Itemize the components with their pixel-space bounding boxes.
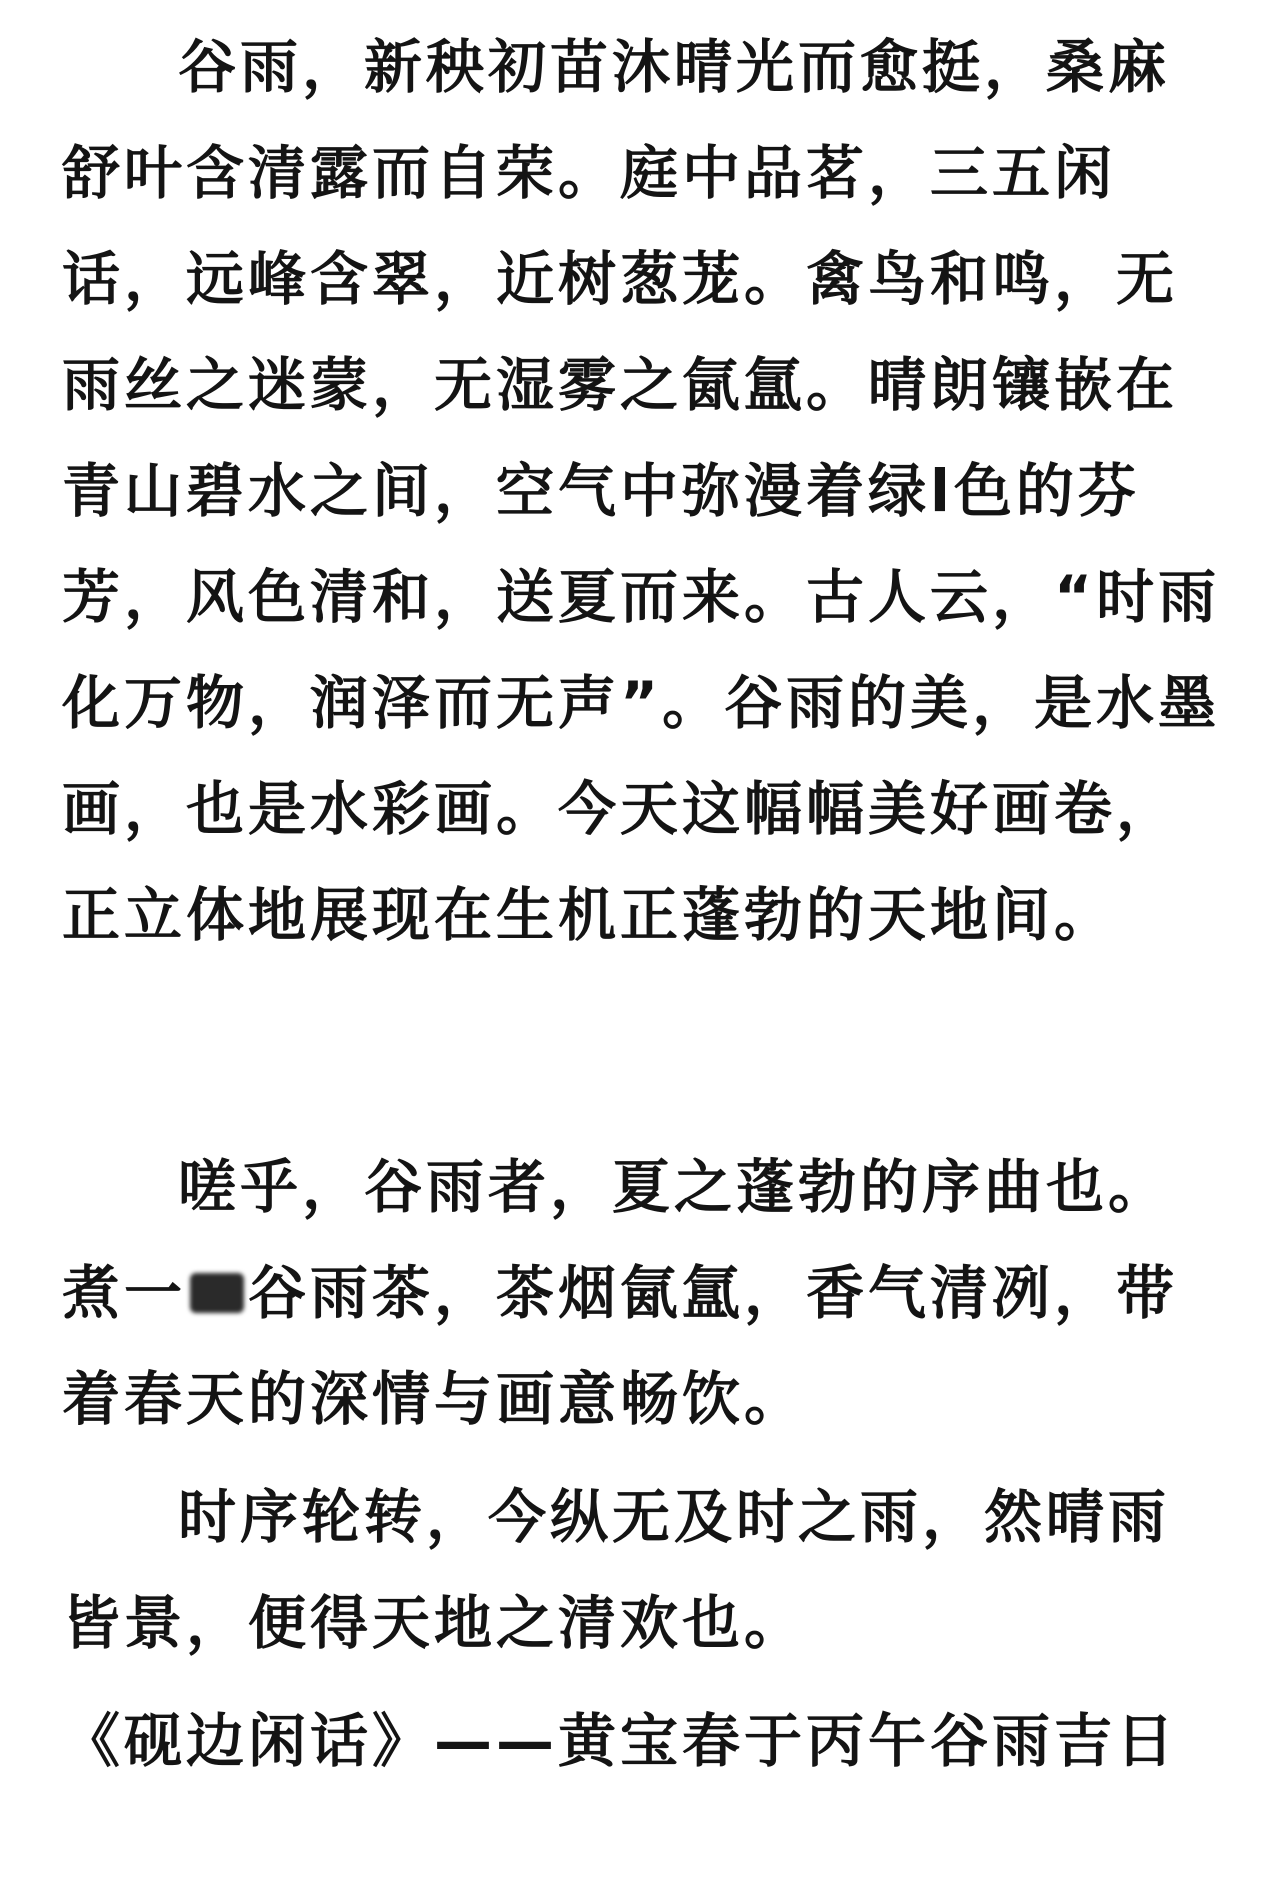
paragraph-tea-text-before: 嗟乎，谷雨者，夏之蓬勃的序曲也。煮一 [62, 1153, 1171, 1327]
signature-line: 《砚边闲话》——黄宝春于丙午谷雨吉日 [62, 1707, 1179, 1775]
obscured-character-smudge [190, 1273, 244, 1313]
paragraph-tea-text-after: 谷雨茶，茶烟氤氲，香气清冽，带着春天的深情与画意畅饮。 [62, 1259, 1179, 1433]
paragraph-tea-prelude [62, 1134, 1222, 1452]
paragraph-seasons-turning: 时序轮转，今纵无及时之雨，然晴雨皆景，便得天地之清欢也。 [62, 1483, 1171, 1657]
paragraph-grain-rain-scenery: 谷雨，新秧初苗沐晴光而愈挺，桑麻舒叶含清露而自荣。庭中品茗，三五闲话，远峰含翠，近树葱茏。禽鸟和鸣，无雨丝之迷蒙，无湿雾之氤氲。晴朗镶嵌在青山碧水之间，空气中弥漫着绿l色的芬芳，风色清和，送夏而来。古人云，“时雨化万物，润泽而无声”。谷雨的美，是水墨画，也是水彩画。今天这幅幅美好画卷，正立体地展现在生机正蓬勃的天地间。 [62, 33, 1221, 949]
